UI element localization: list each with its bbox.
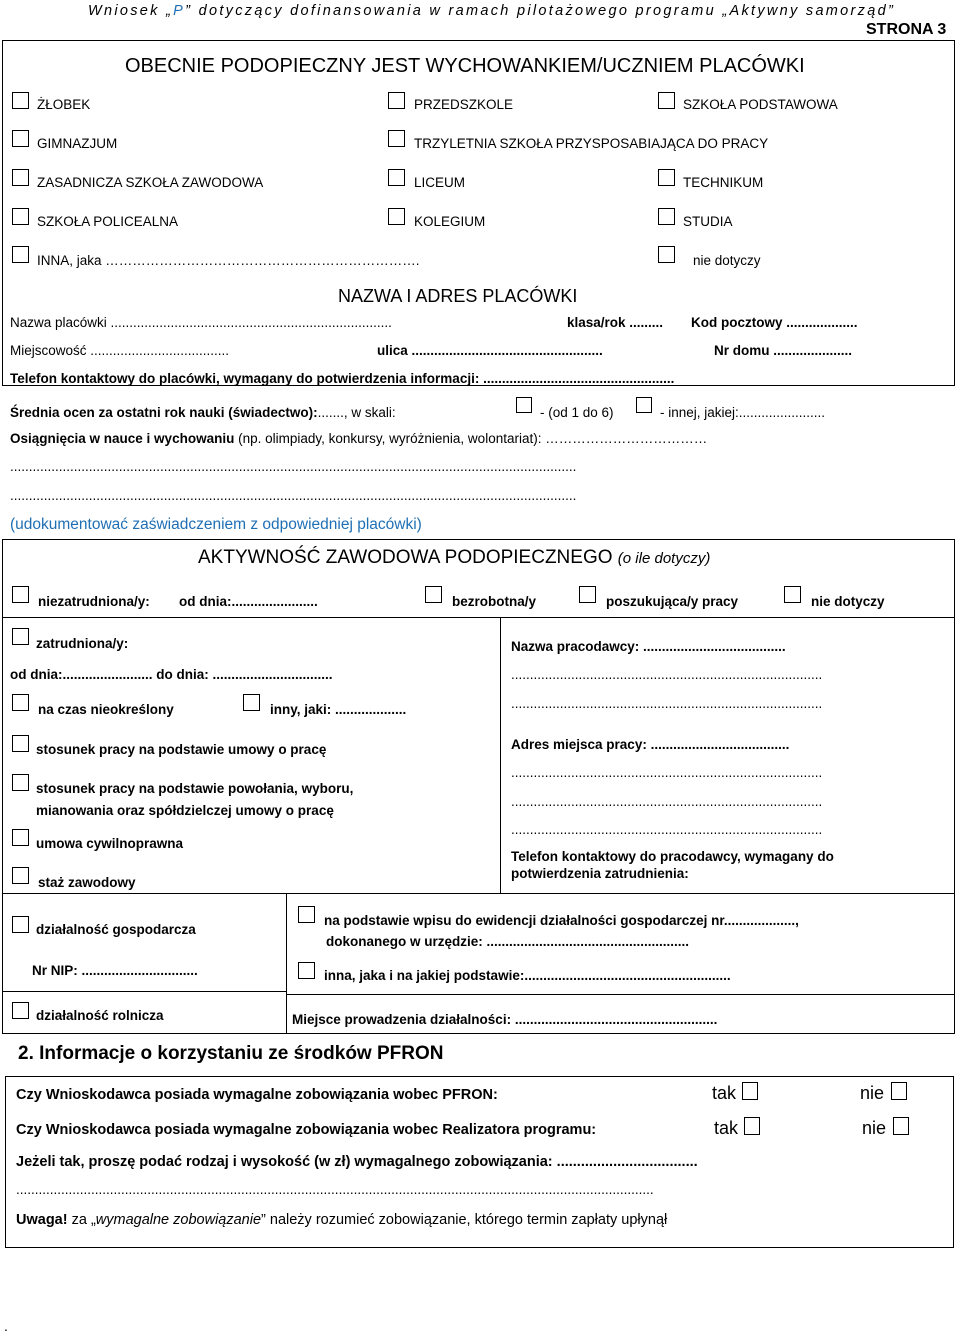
work-divider-vertical	[500, 617, 501, 893]
checkbox-liceum[interactable]	[388, 169, 405, 186]
checkbox-work-nie-dotyczy[interactable]	[784, 586, 801, 603]
achievements-hint[interactable]: (np. olimpiady, konkursy, wyróżnienia, wolontariat): ………………………………	[238, 431, 708, 446]
label-trzyletnia: TRZYLETNIA SZKOŁA PRZYSPOSABIAJĄCA DO PRACY	[414, 136, 769, 151]
documentation-note: (udokumentować zaświadczeniem z odpowiedniej placówki)	[10, 516, 422, 533]
field-adres-line-2[interactable]: ...................................................................................	[511, 794, 823, 809]
field-pracodawca[interactable]: Nazwa pracodawcy: ......................................	[511, 639, 786, 654]
label-szkola-podstawowa: SZKOŁA PODSTAWOWA	[683, 97, 838, 112]
label-powolanie-1: stosunek pracy na podstawie powołania, wyboru,	[36, 781, 354, 796]
field-pracodawca-line-2[interactable]: ...................................................................................	[511, 696, 823, 711]
document-header	[88, 3, 895, 19]
checkbox-rolnicza[interactable]	[12, 1002, 29, 1019]
label-telefon-pracodawcy-1: Telefon kontaktowy do pracodawcy, wymagany do	[511, 849, 834, 864]
label-poszukujaca: poszukująca/y pracy	[606, 594, 739, 609]
label-wpis-1[interactable]: na podstawie wpisu do ewidencji działalności gospodarczej nr...................,	[324, 913, 799, 928]
label-bezrobotna: bezrobotna/y	[452, 594, 537, 609]
checkbox-technikum[interactable]	[658, 169, 675, 186]
checkbox-zasadnicza[interactable]	[12, 169, 29, 186]
label-telefon-pracodawcy-2: potwierdzenia zatrudnienia:	[511, 866, 689, 881]
field-telefon-placowki[interactable]: Telefon kontaktowy do placówki, wymagany do potwierdzenia informacji: ...................................................	[10, 371, 675, 386]
header-text-end: ” dotyczący dofinansowania w ramach pilotażowego programu „Aktywny samorząd”	[185, 3, 896, 19]
checkbox-pfron-q1-nie[interactable]	[891, 1082, 907, 1100]
checkbox-umowa-o-prace[interactable]	[12, 735, 29, 752]
field-ulica[interactable]: ulica ...................................................	[377, 343, 603, 358]
label-umowa-o-prace: stosunek pracy na podstawie umowy o pracę	[36, 742, 327, 757]
checkbox-cywilnoprawna[interactable]	[12, 829, 29, 846]
checkbox-pfron-q2-nie[interactable]	[893, 1117, 909, 1135]
work-title-text: AKTYWNOŚĆ ZAWODOWA PODOPIECZNEGO	[198, 547, 613, 568]
checkbox-pfron-q2-tak[interactable]	[744, 1117, 760, 1135]
header-text-start: Wniosek „	[88, 3, 174, 19]
label-przedszkole: PRZEDSZKOLE	[414, 97, 514, 112]
label-inny[interactable]: inny, jaki: ...................	[270, 702, 407, 717]
pfron-q2-tak-label: tak	[714, 1118, 739, 1138]
field-niezatrudniona-od[interactable]: od dnia:.......................	[179, 594, 318, 609]
pfron-uwaga	[16, 1212, 667, 1228]
label-inna-podstawa[interactable]: inna, jaka i na jakiej podstawie:.......................................................	[324, 968, 731, 983]
address-title: NAZWA I ADRES PLACÓWKI	[338, 286, 578, 306]
average-value[interactable]: ......., w skali:	[317, 405, 396, 420]
field-kod-pocztowy[interactable]: Kod pocztowy ...................	[691, 315, 858, 330]
label-scale-1-6: - (od 1 do 6)	[540, 405, 614, 420]
checkbox-trzyletnia[interactable]	[388, 130, 405, 147]
checkbox-staz[interactable]	[12, 867, 29, 884]
uwaga-text-a: za „	[71, 1212, 96, 1228]
checkbox-inna-podstawa[interactable]	[298, 962, 315, 979]
checkbox-poszukujaca[interactable]	[579, 586, 596, 603]
checkbox-szkola-podstawowa[interactable]	[658, 92, 675, 109]
education-title: OBECNIE PODOPIECZNY JEST WYCHOWANKIEM/UCZNIEM PLACÓWKI	[125, 55, 805, 77]
field-adres-line-1[interactable]: ...................................................................................	[511, 765, 823, 780]
footer-dot: .	[4, 1318, 8, 1334]
label-inna: INNA, jaka …………………………………………………………….	[37, 253, 420, 268]
achievements-line-1[interactable]: .......................................................................................................................................................	[10, 459, 577, 474]
label-scale-other[interactable]: - innej, jakiej:.......................	[660, 405, 826, 420]
checkbox-studia[interactable]	[658, 208, 675, 225]
average-label: Średnia ocen za ostatni rok nauki (świadectwo):	[10, 405, 318, 420]
field-pracodawca-line-1[interactable]: ...................................................................................	[511, 667, 823, 682]
checkbox-pfron-q1-tak[interactable]	[742, 1082, 758, 1100]
checkbox-gimnazjum[interactable]	[12, 130, 29, 147]
label-liceum: LICEUM	[414, 175, 466, 190]
achievements-line-2[interactable]: .......................................................................................................................................................	[10, 488, 577, 503]
field-miejscowosc[interactable]: Miejscowość .....................................	[10, 343, 230, 358]
field-nip[interactable]: Nr NIP: ...............................	[32, 963, 198, 978]
checkbox-zlobek[interactable]	[12, 92, 29, 109]
pfron-q1-nie-label: nie	[860, 1083, 885, 1103]
checkbox-zatrudniona[interactable]	[12, 628, 29, 645]
label-rolnicza: działalność rolnicza	[36, 1008, 164, 1023]
checkbox-scale-other[interactable]	[636, 397, 652, 413]
label-cywilnoprawna: umowa cywilnoprawna	[36, 836, 184, 851]
business-divider-right	[286, 994, 955, 995]
checkbox-bezrobotna[interactable]	[425, 586, 442, 603]
checkbox-scale-1-6[interactable]	[516, 397, 532, 413]
checkbox-inna[interactable]	[12, 246, 29, 263]
field-miejsce-dzialalnosci[interactable]: Miejsce prowadzenia działalności: ......................................................	[292, 1012, 718, 1027]
label-staz: staż zawodowy	[38, 875, 136, 890]
field-klasa[interactable]: klasa/rok .........	[567, 315, 664, 330]
business-divider-vertical	[286, 893, 287, 1034]
header-p-letter: P	[173, 3, 186, 19]
checkbox-kolegium[interactable]	[388, 208, 405, 225]
label-niezatrudniona: niezatrudniona/y:	[38, 594, 150, 609]
checkbox-przedszkole[interactable]	[388, 92, 405, 109]
checkbox-inny[interactable]	[243, 694, 260, 711]
checkbox-dzialalnosc[interactable]	[12, 916, 29, 933]
pfron-question-1: Czy Wnioskodawca posiada wymagalne zobowiązania wobec PFRON:	[16, 1087, 498, 1103]
uwaga-italic: wymagalne zobowiązanie	[95, 1212, 262, 1228]
uwaga-label: Uwaga!	[16, 1212, 68, 1228]
education-section	[2, 40, 955, 386]
pfron-q2-nie-label: nie	[862, 1118, 887, 1138]
checkbox-powolanie[interactable]	[12, 774, 29, 791]
work-divider-top	[2, 617, 955, 618]
label-powolanie-2: mianowania oraz spółdzielczej umowy o pracę	[36, 803, 334, 818]
uwaga-text-b: ” należy rozumieć zobowiązanie, którego termin zapłaty upłynął	[261, 1212, 668, 1228]
work-title	[198, 547, 710, 569]
label-zasadnicza: ZASADNICZA SZKOŁA ZAWODOWA	[37, 175, 264, 190]
label-zlobek: ŻŁOBEK	[37, 97, 91, 112]
label-nieokreslony: na czas nieokreślony	[38, 702, 174, 717]
label-zatrudniona: zatrudniona/y:	[36, 636, 129, 651]
checkbox-niezatrudniona[interactable]	[12, 586, 29, 603]
work-divider-business	[2, 893, 955, 894]
label-kolegium: KOLEGIUM	[414, 214, 486, 229]
field-zatrudniona-od-do[interactable]: od dnia:........................ do dnia: ................................	[10, 667, 333, 682]
work-title-note: (o ile dotyczy)	[617, 550, 711, 567]
pfron-title: 2. Informacje o korzystaniu ze środków PFRON	[18, 1043, 444, 1064]
label-policealna: SZKOŁA POLICEALNA	[37, 214, 179, 229]
checkbox-policealna[interactable]	[12, 208, 29, 225]
label-wpis-2[interactable]: dokonanego w urzędzie: ......................................................	[326, 934, 690, 949]
label-gimnazjum: GIMNAZJUM	[37, 136, 118, 151]
achievements-row	[10, 431, 707, 446]
checkbox-wpis-ewidencja[interactable]	[298, 906, 315, 923]
pfron-jezeli[interactable]: Jeżeli tak, proszę podać rodzaj i wysokość (w zł) wymagalnego zobowiązania: ...................................	[16, 1154, 698, 1170]
label-work-nie-dotyczy: nie dotyczy	[811, 594, 885, 609]
checkbox-nieokreslony[interactable]	[12, 694, 29, 711]
pfron-dots-line[interactable]: ..........................................................................................................................................................................	[16, 1182, 654, 1197]
label-nie-dotyczy: nie dotyczy	[693, 253, 761, 268]
label-dzialalnosc: działalność gospodarcza	[36, 922, 196, 937]
pfron-q1-tak-label: tak	[712, 1083, 737, 1103]
field-nr-domu[interactable]: Nr domu .....................	[714, 343, 853, 358]
field-nazwa-placowki[interactable]: Nazwa placówki ...........................................................................	[10, 315, 392, 330]
page-number: STRONA 3	[866, 21, 947, 38]
label-technikum: TECHNIKUM	[683, 175, 764, 190]
checkbox-nie-dotyczy[interactable]	[658, 246, 675, 263]
pfron-question-2: Czy Wnioskodawca posiada wymagalne zobowiązania wobec Realizatora programu:	[16, 1122, 597, 1138]
field-adres-line-3[interactable]: ...................................................................................	[511, 822, 823, 837]
average-row	[10, 405, 396, 420]
achievements-label: Osiągnięcia w nauce i wychowaniu	[10, 431, 235, 446]
field-adres-pracy[interactable]: Adres miejsca pracy: .....................................	[511, 737, 790, 752]
business-divider-left	[2, 991, 286, 992]
label-studia: STUDIA	[683, 214, 733, 229]
